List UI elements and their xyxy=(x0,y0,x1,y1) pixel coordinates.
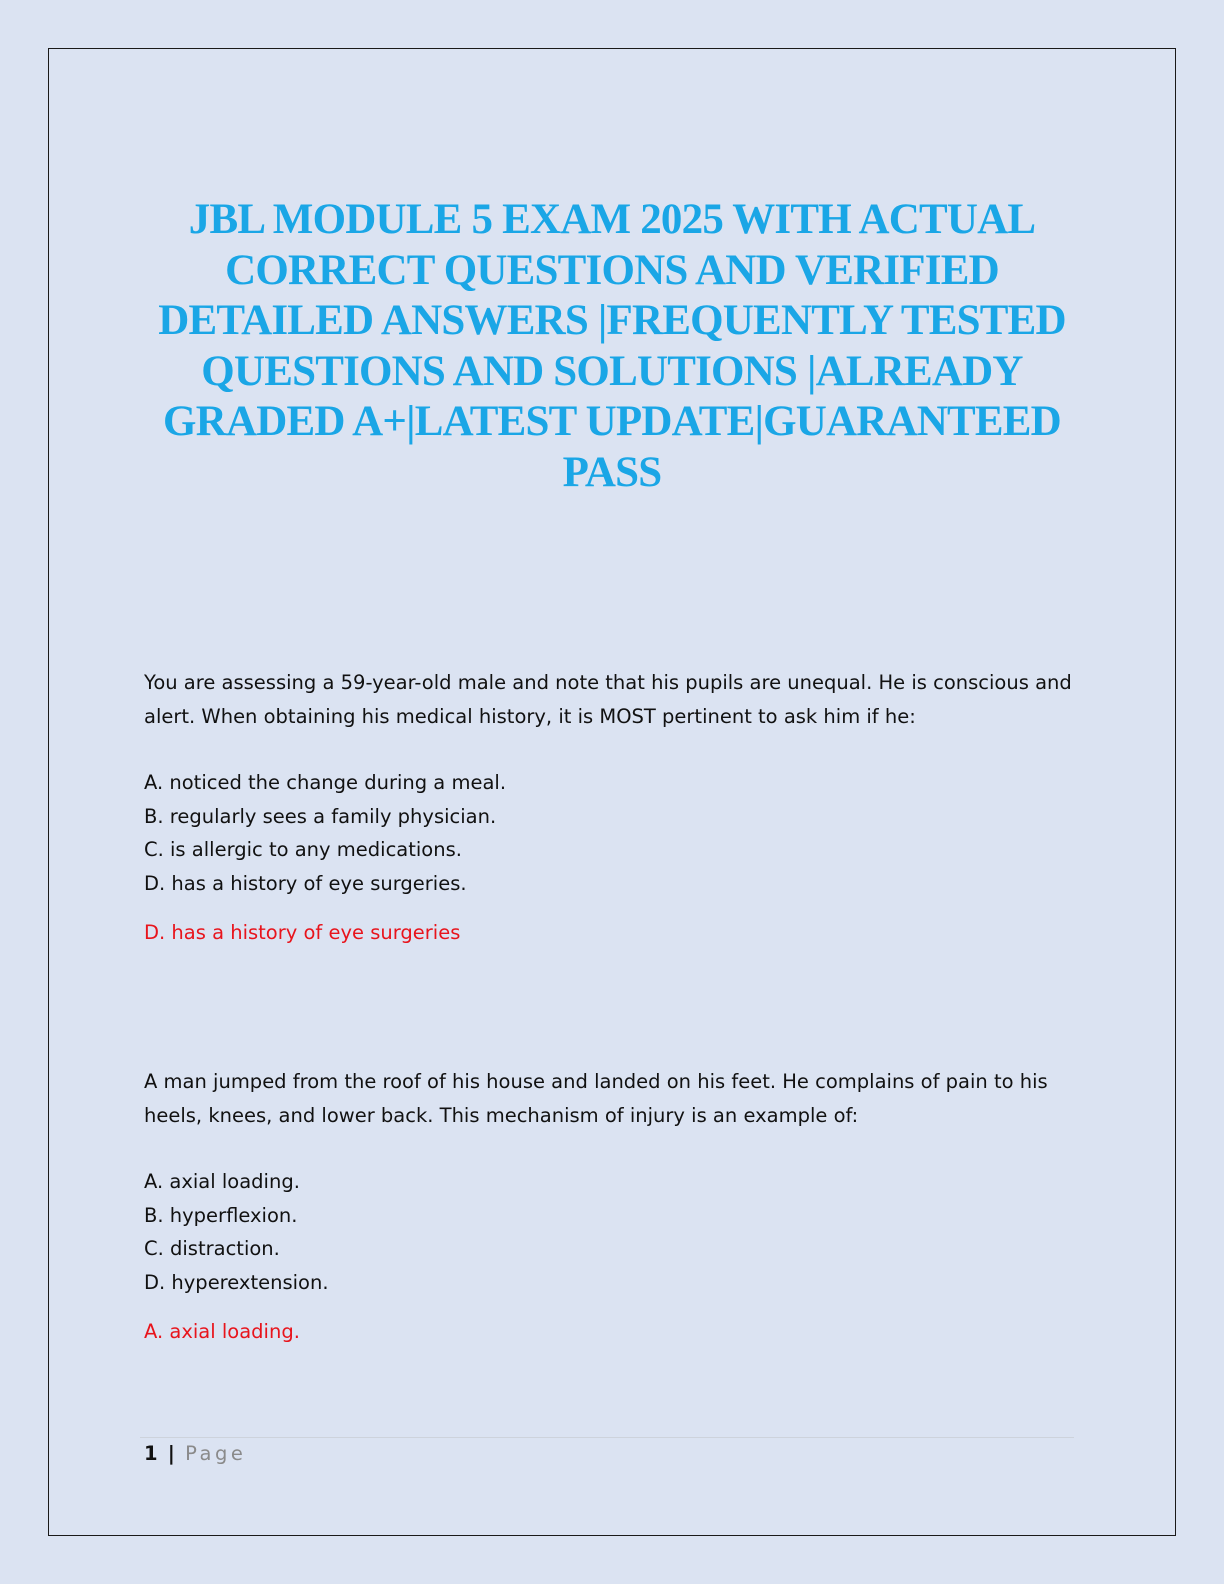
correct-answer: D. has a history of eye surgeries xyxy=(144,921,461,944)
question-block xyxy=(144,1065,1084,1349)
option-d: D. has a history of eye surgeries. xyxy=(144,871,467,895)
option-d: D. hyperextension. xyxy=(144,1270,329,1294)
option-c: C. is allergic to any medications. xyxy=(144,838,462,861)
option-a: A. axial loading. xyxy=(144,1170,300,1193)
answer-options xyxy=(144,1165,1084,1299)
question-stem: You are assessing a 59-year-old male and note that his pupils are unequal. He is conscious and alert. When obtaining his medical history, it is MOST pertinent to ask him if he: xyxy=(144,671,1072,728)
option-a: A. noticed the change during a meal. xyxy=(144,771,507,794)
page-number: 1 xyxy=(144,1442,158,1465)
question-block xyxy=(144,666,1084,950)
option-c: C. distraction. xyxy=(144,1237,280,1260)
correct-answer: A. axial loading. xyxy=(144,1320,300,1343)
option-b: B. hyperflexion. xyxy=(144,1203,298,1227)
question-stem: A man jumped from the roof of his house and landed on his feet. He complains of pain to his heels, knees, and lower back. This mechanism of injury is an example of: xyxy=(144,1070,1048,1127)
page-footer xyxy=(144,1440,246,1468)
footer-separator: | xyxy=(167,1442,175,1465)
document-title: JBL MODULE 5 EXAM 2025 WITH ACTUAL CORRECT QUESTIONS AND VERIFIED DETAILED ANSWERS |FREQUENTLY TESTED QUESTIONS AND SOLUTIONS |ALREADY GRADED A+|LATEST UPDATE|GUARANTEED PASS xyxy=(158,196,1066,496)
page-label: Page xyxy=(185,1442,247,1465)
footer-divider xyxy=(140,1437,1074,1438)
answer-options xyxy=(144,766,1084,900)
option-b: B. regularly sees a family physician. xyxy=(144,804,497,828)
